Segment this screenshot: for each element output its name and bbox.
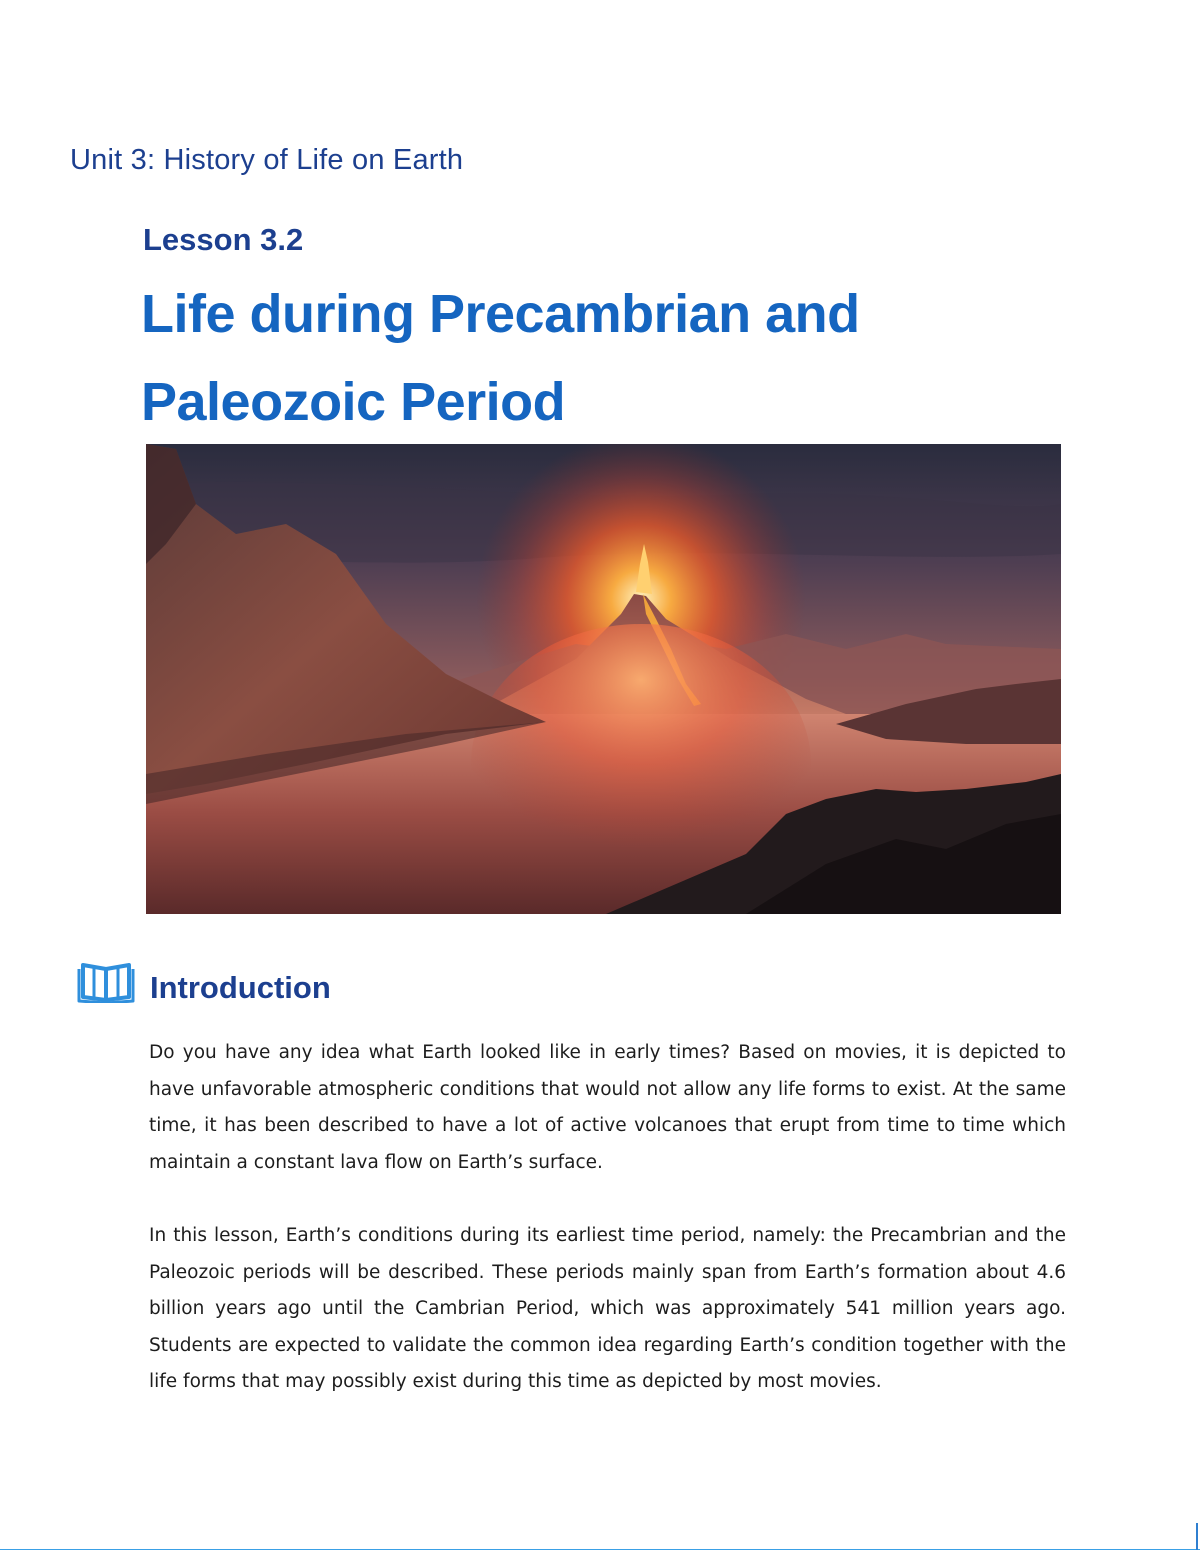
introduction-heading: Introduction — [150, 970, 331, 1005]
unit-title: Unit 3: History of Life on Earth — [70, 144, 464, 176]
introduction-paragraph-1: Do you have any idea what Earth looked like in early times? Based on movies, it is depicted to have unfavorable atmospheric conditions that would not allow any life forms to exist. At the same time, it has been described to have a lot of active volcanoes that erupt from time to time which maintain a constant lava flow on Earth’s surface. — [149, 1042, 1066, 1173]
footer-marker — [1196, 1523, 1198, 1550]
lesson-title: Life during Precambrian and Paleozoic Period — [141, 284, 860, 432]
footer-divider — [0, 1549, 1200, 1550]
introduction-paragraph-2: In this lesson, Earth’s conditions during its earliest time period, namely: the Precambrian and the Paleozoic periods will be described. These periods mainly span from Earth’s formation about 4.6 billion years ago until the Cambrian Period, which was approximately 541 million years ago. Students are expected to validate the common idea regarding Earth’s condition together with the life forms that may possibly exist during this time as depicted by most movies. — [149, 1225, 1066, 1393]
lesson-number: Lesson 3.2 — [143, 222, 304, 257]
volcano-landscape-image — [146, 444, 1061, 914]
open-book-icon — [77, 959, 135, 1003]
